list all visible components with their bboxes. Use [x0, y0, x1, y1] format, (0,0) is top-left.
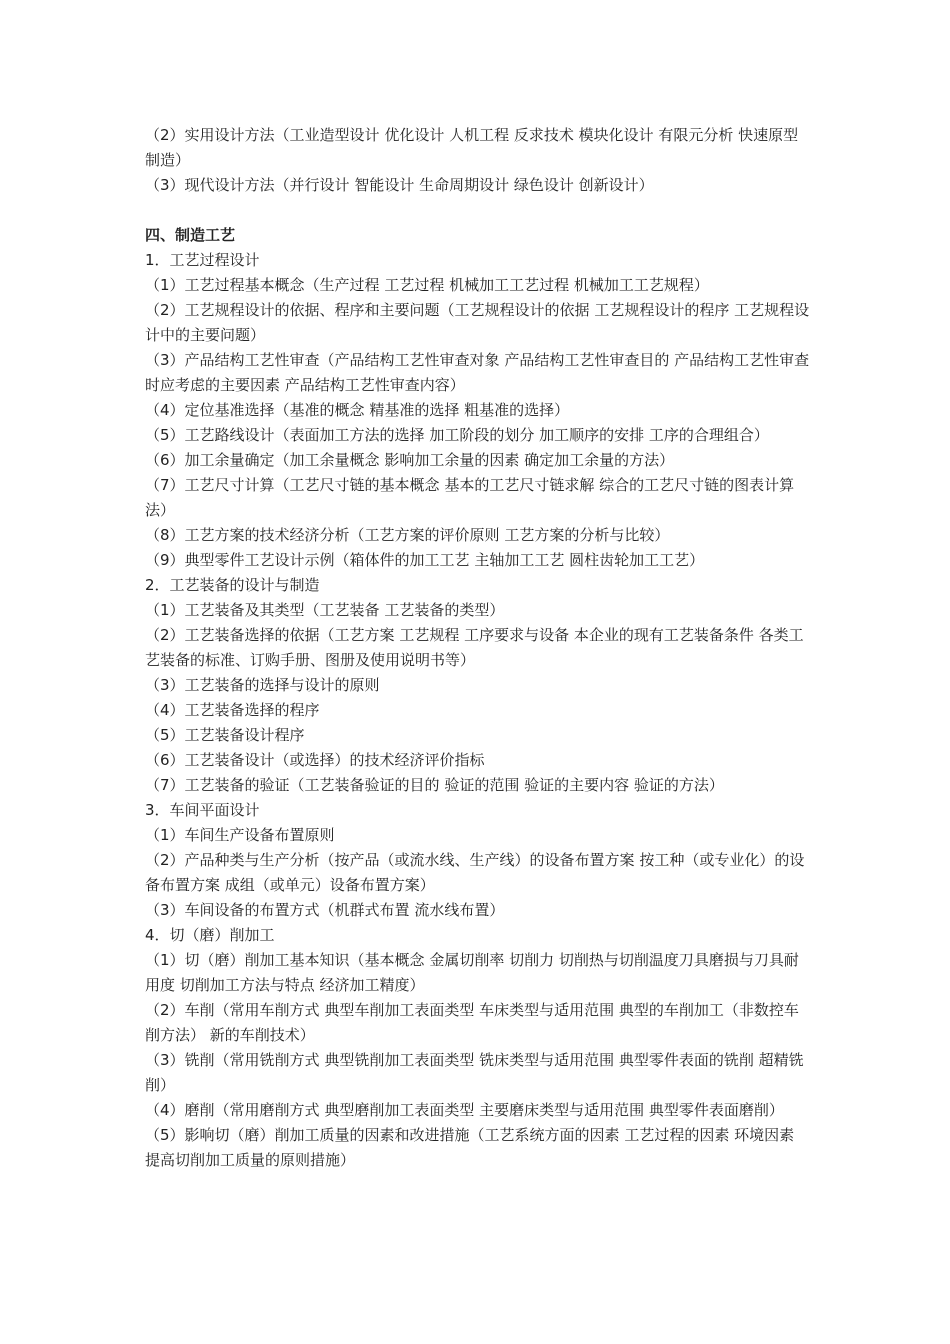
- list-item: （3）产品结构工艺性审查（产品结构工艺性审查对象 产品结构工艺性审查目的 产品结构工艺性审查时应考虑的主要因素 产品结构工艺性审查内容）: [145, 351, 810, 394]
- list-item: （5）工艺路线设计（表面加工方法的选择 加工阶段的划分 加工顺序的安排 工序的合理组合）: [145, 426, 769, 444]
- list-item: （3）现代设计方法（并行设计 智能设计 生命周期设计 绿色设计 创新设计）: [145, 176, 654, 194]
- document-body: [145, 123, 810, 1173]
- list-item: （5）工艺装备设计程序: [145, 726, 305, 744]
- subsection-heading: 1．工艺过程设计: [145, 251, 260, 269]
- list-item: （4）定位基准选择（基准的概念 精基准的选择 粗基准的选择）: [145, 401, 570, 419]
- subsection-heading: 3．车间平面设计: [145, 801, 260, 819]
- list-item: （1）车间生产设备布置原则: [145, 826, 335, 844]
- list-item: （2）产品种类与生产分析（按产品（或流水线、生产线）的设备布置方案 按工种（或专业化）的设备布置方案 成组（或单元）设备布置方案）: [145, 851, 805, 894]
- list-item: （4）磨削（常用磨削方式 典型磨削加工表面类型 主要磨床类型与适用范围 典型零件表面磨削）: [145, 1101, 784, 1119]
- list-item: （3）车间设备的布置方式（机群式布置 流水线布置）: [145, 901, 505, 919]
- subsection-heading: 2．工艺装备的设计与制造: [145, 576, 320, 594]
- list-item: （4）工艺装备选择的程序: [145, 701, 320, 719]
- list-item: （2）工艺装备选择的依据（工艺方案 工艺规程 工序要求与设备 本企业的现有工艺装备条件 各类工艺装备的标准、订购手册、图册及使用说明书等）: [145, 626, 804, 669]
- list-item: （9）典型零件工艺设计示例（箱体件的加工工艺 主轴加工工艺 圆柱齿轮加工工艺）: [145, 551, 705, 569]
- list-item: （2）实用设计方法（工业造型设计 优化设计 人机工程 反求技术 模块化设计 有限元分析 快速原型制造）: [145, 126, 799, 169]
- list-item: （1）工艺装备及其类型（工艺装备 工艺装备的类型）: [145, 601, 505, 619]
- list-item: （7）工艺装备的验证（工艺装备验证的目的 验证的范围 验证的主要内容 验证的方法）: [145, 776, 724, 794]
- list-item: （7）工艺尺寸计算（工艺尺寸链的基本概念 基本的工艺尺寸链求解 综合的工艺尺寸链的图表计算法）: [145, 476, 795, 519]
- list-item: （3）铣削（常用铣削方式 典型铣削加工表面类型 铣床类型与适用范围 典型零件表面的铣削 超精铣削）: [145, 1051, 804, 1094]
- list-item: （6）加工余量确定（加工余量概念 影响加工余量的因素 确定加工余量的方法）: [145, 451, 675, 469]
- list-item: （1）切（磨）削加工基本知识（基本概念 金属切削率 切削力 切削热与切削温度刀具磨损与刀具耐用度 切削加工方法与特点 经济加工精度）: [145, 951, 799, 994]
- list-item: （6）工艺装备设计（或选择）的技术经济评价指标: [145, 751, 485, 769]
- section-heading: 四、制造工艺: [145, 226, 236, 244]
- list-item: （3）工艺装备的选择与设计的原则: [145, 676, 380, 694]
- list-item: （8）工艺方案的技术经济分析（工艺方案的评价原则 工艺方案的分析与比较）: [145, 526, 670, 544]
- list-item: （1）工艺过程基本概念（生产过程 工艺过程 机械加工工艺过程 机械加工工艺规程）: [145, 276, 709, 294]
- subsection-heading: 4．切（磨）削加工: [145, 926, 275, 944]
- list-item: （5）影响切（磨）削加工质量的因素和改进措施（工艺系统方面的因素 工艺过程的因素 环境因素 提高切削加工质量的原则措施）: [145, 1126, 795, 1169]
- list-item: （2）工艺规程设计的依据、程序和主要问题（工艺规程设计的依据 工艺规程设计的程序 工艺规程设计中的主要问题）: [145, 301, 810, 344]
- blank-line: [145, 198, 810, 223]
- list-item: （2）车削（常用车削方式 典型车削加工表面类型 车床类型与适用范围 典型的车削加工（非数控车削方法） 新的车削技术）: [145, 1001, 799, 1044]
